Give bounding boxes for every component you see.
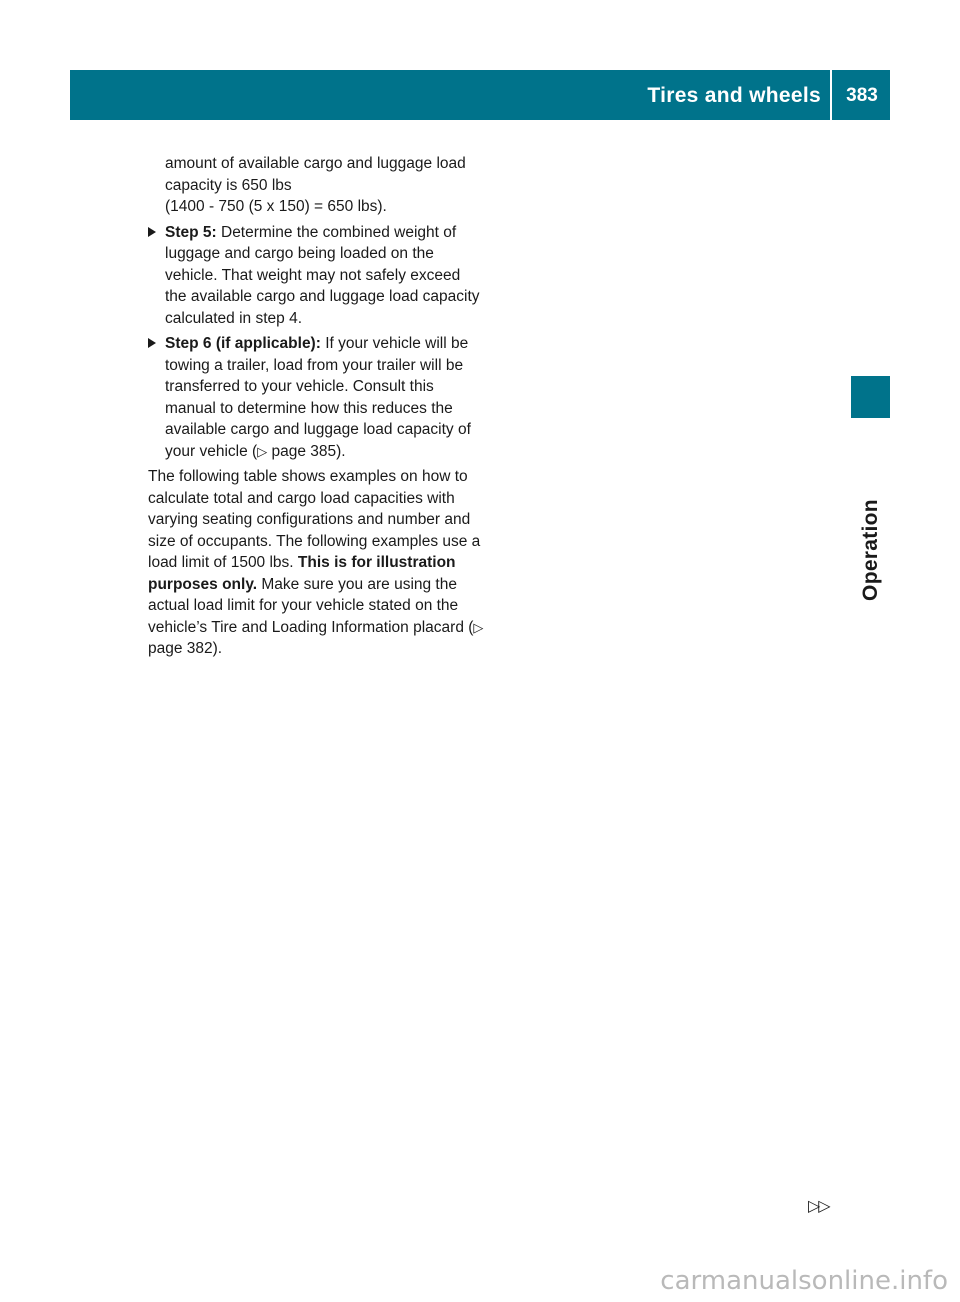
page-ref-icon: ▷ (257, 443, 268, 459)
header-bar (70, 70, 890, 120)
chapter-title: Tires and wheels (647, 84, 821, 107)
load-limit-paragraph (148, 466, 486, 660)
header-divider (830, 70, 832, 120)
page-ref-link[interactable]: page 382). (148, 640, 223, 657)
intro-line: capacity is 650 lbs (165, 176, 292, 194)
watermark: carmanualsonline.info (660, 1266, 948, 1296)
section-tab-marker (851, 376, 890, 418)
paragraph-text-a: The following table shows examples on how to calculate total and cargo load capacities with varying seating configurations and number and size of occupants. The following examples use a load limit of 1500 lbs. (148, 468, 481, 571)
step-6-text: If your vehicle will be towing a trailer, load from your trailer will be transferred to your vehicle. Consult this manual to determine how this reduces the available cargo and luggage load capacity of your vehicle ( (165, 335, 471, 460)
step-5-item (148, 222, 486, 330)
step-5-text: Determine the combined weight of luggage and cargo being loaded on the vehicle. That weight may not safely exceed the available cargo and luggage load capacity calculated in step 4. (165, 223, 480, 327)
page-ref-icon: ▷ (473, 619, 484, 635)
step-arrow-icon (148, 338, 156, 348)
page-number: 383 (846, 85, 878, 106)
step-6-label: Step 6 (if applicable): (165, 335, 321, 352)
section-label (844, 470, 898, 630)
intro-line: amount of available cargo and luggage load (165, 155, 466, 172)
section-label-text: Operation (859, 499, 883, 601)
step-arrow-icon (148, 227, 156, 237)
page-ref-link[interactable]: page 385). (267, 442, 346, 460)
continue-arrows-icon: ▷▷ (808, 1198, 829, 1215)
body-text (148, 153, 486, 660)
step-5-label: Step 5: (165, 223, 217, 241)
paragraph-bold-note: This is for illustration purposes only. (148, 554, 456, 593)
paragraph-text-b: Make sure you are using the actual load limit for your vehicle stated on the vehicle’s Tire and Loading Information placard ( (148, 575, 474, 636)
intro-line: (1400 - 750 (5 x 150) = 650 lbs). (165, 198, 387, 215)
step-6-item (148, 333, 486, 462)
intro-text (148, 153, 486, 218)
